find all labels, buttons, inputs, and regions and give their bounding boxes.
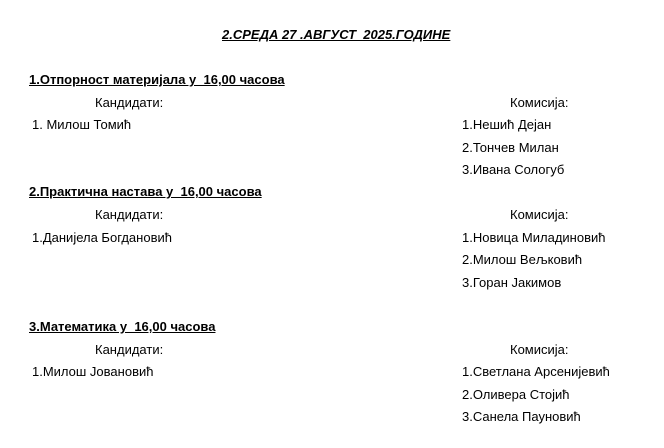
- committee-label: Комисија:: [510, 95, 569, 110]
- committee-member: 3.Санела Пауновић: [462, 409, 581, 424]
- candidates-label: Кандидати:: [95, 207, 164, 222]
- committee-member: 1.Нешић Дејан: [462, 117, 552, 132]
- candidate-item: 1. Милош Томић: [32, 117, 132, 132]
- section-heading: 2.Практична настава у 16,00 часова: [29, 184, 262, 199]
- candidate-item: 1.Милош Јовановић: [32, 364, 154, 379]
- committee-member: 1.Новица Миладиновић: [462, 230, 606, 245]
- committee-member: 2.Тончев Милан: [462, 140, 559, 155]
- committee-label: Комисија:: [510, 207, 569, 222]
- candidates-label: Кандидати:: [95, 342, 164, 357]
- candidates-label: Кандидати:: [95, 95, 164, 110]
- committee-member: 3.Горан Јакимов: [462, 275, 562, 290]
- section-heading: 1.Отпорност материјала у 16,00 часова: [29, 72, 285, 87]
- committee-member: 2.Оливера Стојић: [462, 387, 570, 402]
- committee-member: 2.Милош Вељковић: [462, 252, 583, 267]
- committee-member: 3.Ивана Сологуб: [462, 162, 565, 177]
- candidate-item: 1.Данијела Богдановић: [32, 230, 172, 245]
- committee-member: 1.Светлана Арсенијевић: [462, 364, 610, 379]
- committee-label: Комисија:: [510, 342, 569, 357]
- page-title: 2.СРЕДА 27 .АВГУСТ 2025.ГОДИНЕ: [222, 27, 451, 42]
- section-heading: 3.Математика у 16,00 часова: [29, 319, 216, 334]
